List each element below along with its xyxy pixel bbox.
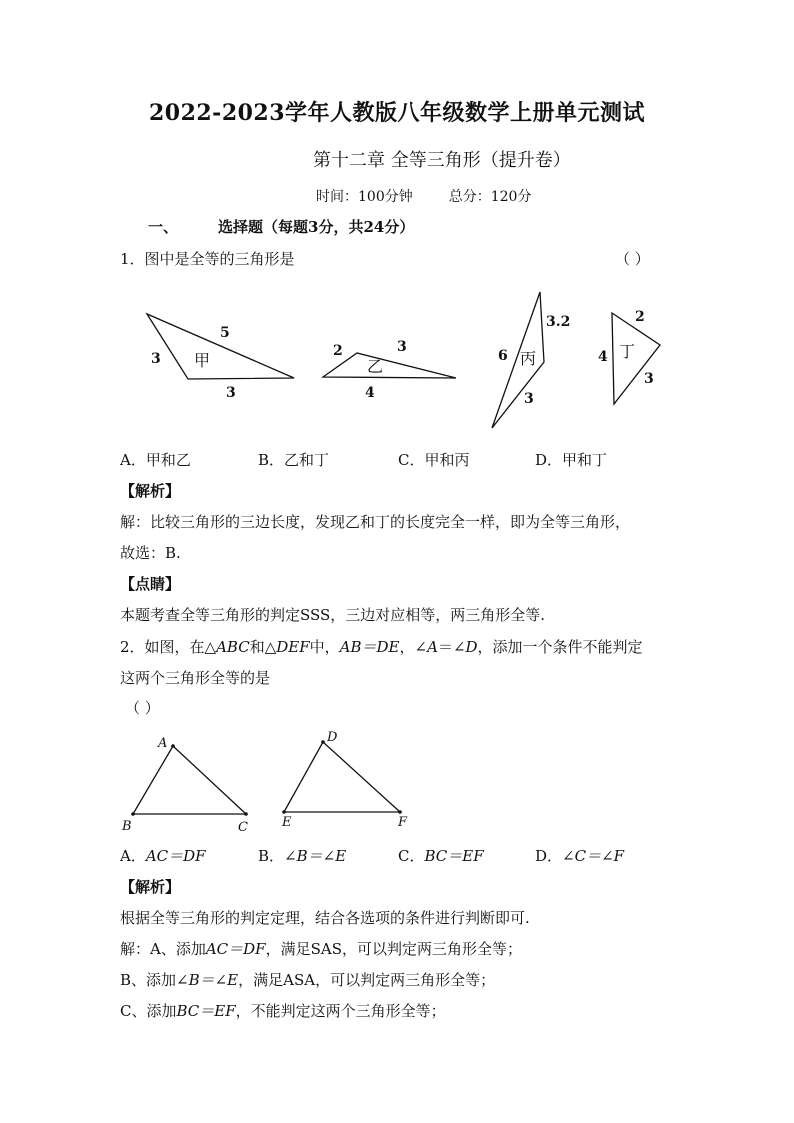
q1-analysis-line-1: 解：比较三角形的三边长度，发现乙和丁的长度完全一样，即为全等三角形，: [120, 513, 631, 531]
q1-option-a: A．甲和乙: [120, 451, 191, 469]
q2-option-b: B．∠B＝∠E: [258, 847, 347, 865]
q1-option-b: B．乙和丁: [258, 451, 330, 469]
yi-side-bottom: 4: [365, 385, 375, 401]
q2-analysis-tag: 【解析】: [120, 878, 181, 896]
q2-analysis-line-a: 解：A、添加AC＝DF，满足SAS，可以判定两三角形全等；: [120, 940, 522, 958]
ding-side-right: 3: [644, 371, 654, 387]
q1-comment-tag: 【点睛】: [120, 575, 181, 593]
yi-side-left: 2: [333, 343, 343, 359]
triangle-def: [284, 742, 400, 812]
ding-side-left: 4: [598, 349, 608, 365]
section-number: 一、: [148, 218, 179, 236]
bing-side-right: 3.2: [546, 314, 571, 330]
q1-option-d: D．甲和丁: [535, 451, 608, 469]
triangle-yi: [323, 353, 456, 378]
q2-analysis-line-b: B、添加∠B＝∠E，满足ASA，可以判定两三角形全等；: [120, 971, 496, 989]
q1-answer-bracket: （ ）: [615, 250, 650, 268]
jia-label: 甲: [194, 351, 211, 370]
ding-label: 丁: [619, 342, 636, 361]
section-title: 选择题（每题3分，共24分）: [218, 218, 415, 236]
q2-stem-line-1: 2．如图，在△ABC和△DEF中，AB＝DE，∠A＝∠D，添加一个条件不能判定: [120, 638, 643, 656]
jia-side-left: 3: [151, 351, 161, 367]
page-title: 2022-2023学年人教版八年级数学上册单元测试: [148, 100, 646, 126]
q2-analysis-line-c: C、添加BC＝EF，不能判定这两个三角形全等；: [120, 1002, 446, 1020]
q1-option-c: C．甲和丙: [398, 451, 470, 469]
label-f: F: [398, 815, 408, 830]
label-b: B: [122, 819, 132, 834]
triangle-jia: [147, 314, 294, 379]
q2-option-c: C．BC＝EF: [398, 847, 484, 865]
q1-comment: 本题考查全等三角形的判定SSS，三边对应相等，两三角形全等.: [120, 606, 546, 624]
exam-score: 总分：120分: [448, 189, 532, 205]
exam-time: 时间：100分钟: [316, 189, 413, 205]
bing-side-left: 6: [498, 348, 508, 364]
q2-stem-line-2: 这两个三角形全等的是: [120, 669, 271, 687]
chapter-subtitle: 第十二章 全等三角形（提升卷）: [313, 150, 571, 171]
label-a: A: [158, 736, 168, 751]
triangle-abc: [133, 746, 246, 814]
exam-meta: [316, 186, 531, 206]
ding-side-top: 2: [635, 309, 645, 325]
q2-option-d: D．∠C＝∠F: [535, 847, 625, 865]
q1-analysis-line-2: 故选：B.: [120, 544, 181, 562]
section-heading: [148, 216, 414, 237]
q1-analysis-tag: 【解析】: [120, 482, 181, 500]
q1-stem: 1．图中是全等的三角形是: [120, 250, 295, 268]
bing-label: 丙: [520, 349, 537, 368]
bing-side-bottom: 3: [524, 391, 534, 407]
label-c: C: [238, 820, 248, 835]
label-e: E: [282, 815, 292, 830]
q2-analysis-intro: 根据全等三角形的判定定理，结合各选项的条件进行判断即可.: [120, 909, 530, 927]
jia-side-bottom: 3: [226, 385, 236, 401]
q2-triangles-figure: [0, 725, 794, 840]
q1-triangles-figure: [0, 280, 794, 440]
yi-label: 乙: [367, 357, 384, 376]
q2-option-a: A．AC＝DF: [120, 847, 206, 865]
label-d: D: [327, 730, 338, 745]
yi-side-right: 3: [397, 339, 407, 355]
jia-side-top: 5: [220, 325, 230, 341]
q2-answer-bracket: （ ）: [125, 699, 160, 717]
